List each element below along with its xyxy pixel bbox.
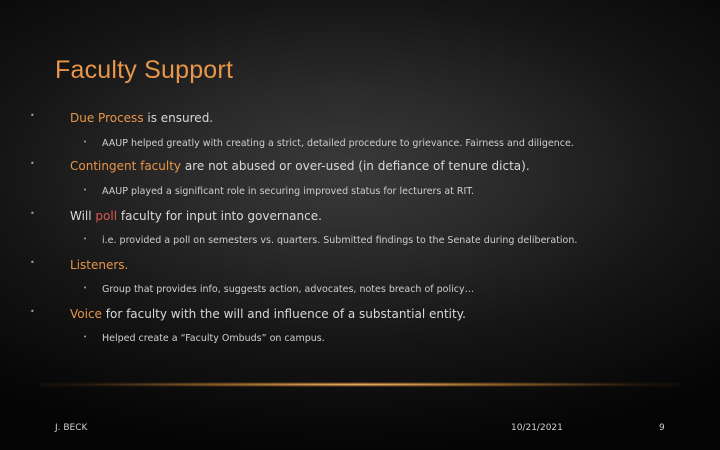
- sub-bullet-contingent-faculty: • AAUP played a significant role in securing improved status for lecturers at RIT.: [102, 186, 474, 197]
- bullet-text: is ensured.: [143, 111, 214, 125]
- glow-divider: [40, 382, 680, 387]
- bullet-text: are not abused or over-used (in defiance of tenure dicta).: [181, 159, 530, 173]
- sub-bullet-voice: • Helped create a “Faculty Ombuds” on campus.: [102, 333, 325, 344]
- bullet-text: for faculty with the will and influence of a substantial entity.: [101, 307, 466, 321]
- bullet-poll: [70, 209, 322, 223]
- sub-bullet-due-process: • AAUP helped greatly with creating a strict, detailed procedure to grievance. Fairness and diligence.: [102, 138, 574, 149]
- footer-author: J. BECK: [55, 423, 88, 433]
- bullet-highlight: poll: [95, 209, 118, 223]
- bullet-contingent-faculty: [70, 159, 530, 173]
- bullet-voice: [70, 307, 466, 321]
- bullet-highlight: Due Process: [70, 111, 144, 125]
- bullet-highlight: Listeners.: [70, 258, 129, 272]
- bullet-due-process: [70, 111, 213, 125]
- footer-date: 10/21/2021: [511, 423, 563, 433]
- bullet-text: faculty for input into governance.: [117, 209, 322, 223]
- slide-title: Faculty Support: [55, 56, 234, 84]
- bullet-highlight: Voice: [70, 307, 102, 321]
- slide-number: 9: [659, 423, 665, 433]
- bullet-text-pre: Will: [70, 209, 96, 223]
- bullet-listeners: [70, 258, 128, 272]
- bullet-highlight: Contingent faculty: [70, 159, 182, 173]
- sub-bullet-poll: • i.e. provided a poll on semesters vs. quarters. Submitted findings to the Senate during deliberation.: [102, 235, 577, 246]
- sub-bullet-listeners: • Group that provides info, suggests action, advocates, notes breach of policy…: [102, 284, 474, 295]
